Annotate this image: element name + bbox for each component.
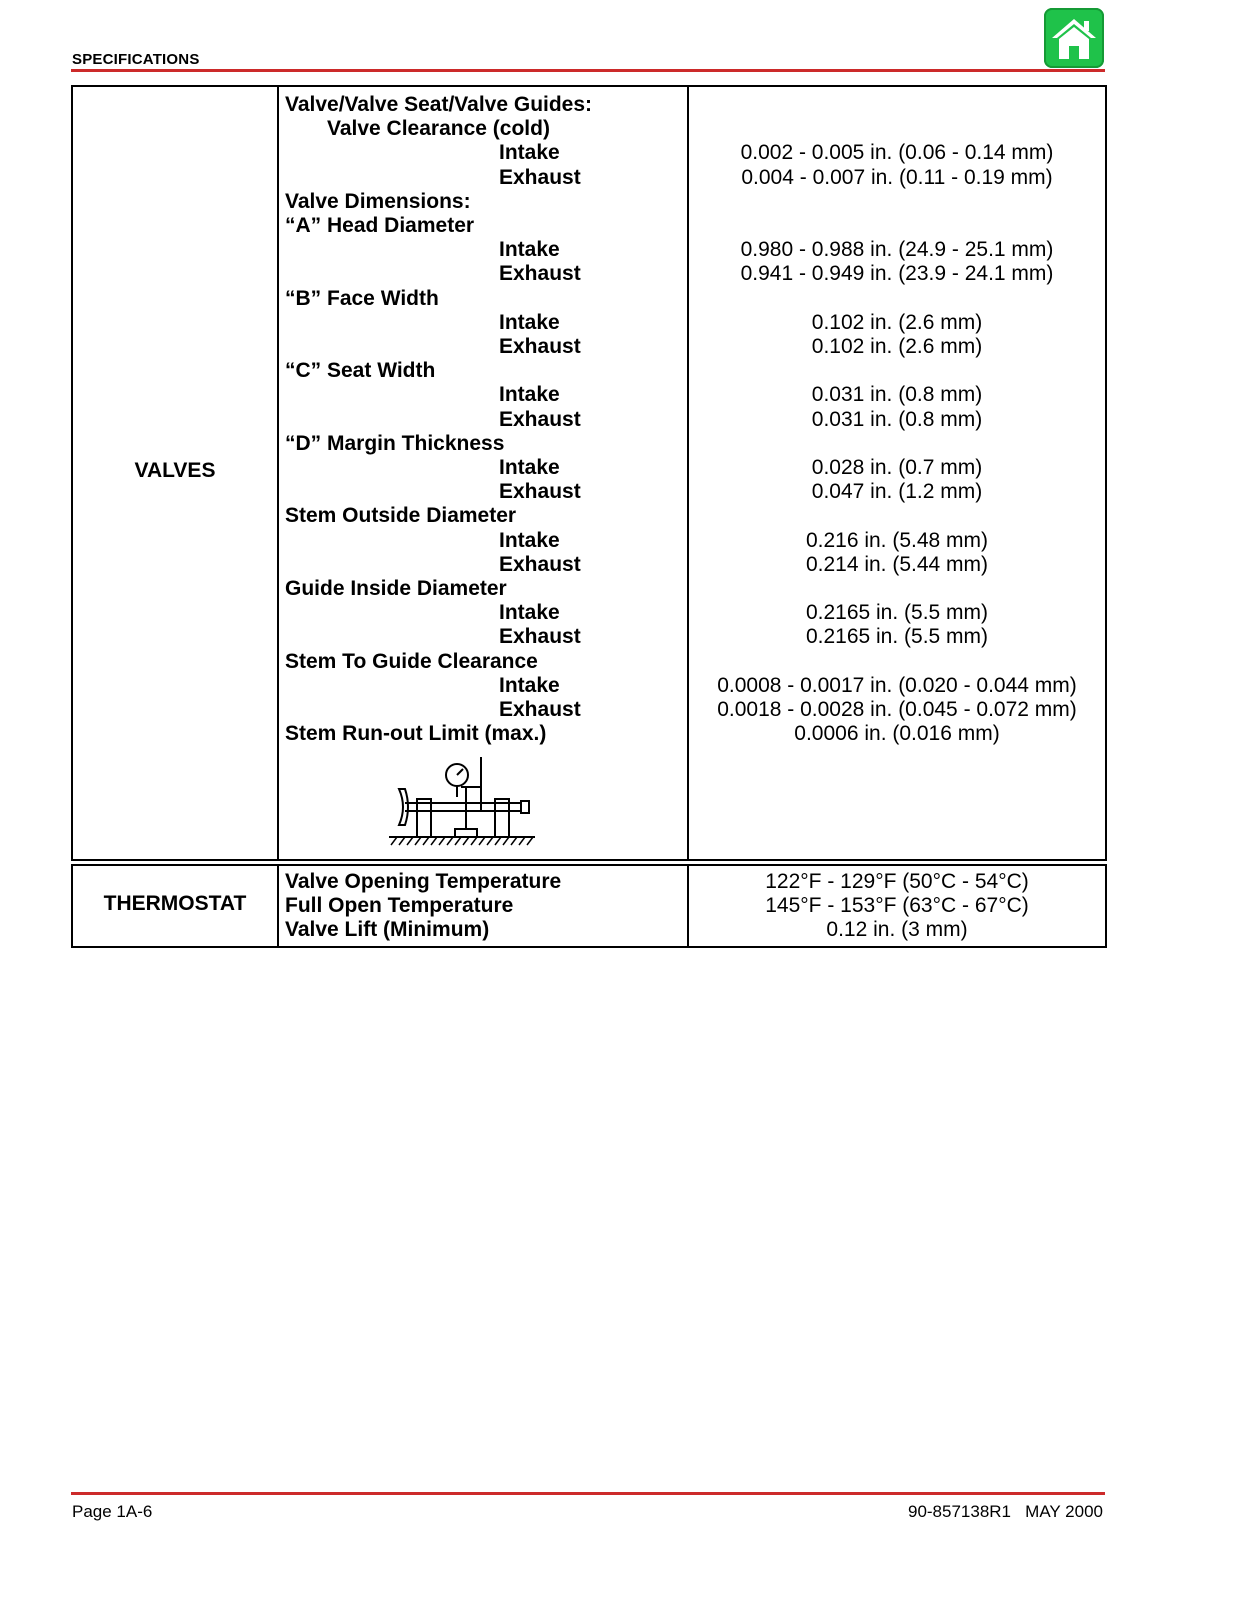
valves-section (71, 85, 1107, 861)
spec-row (73, 383, 1105, 407)
spec-label: Intake (499, 528, 560, 552)
spec-row (73, 480, 1105, 504)
spec-row (73, 650, 1105, 674)
header-rule (71, 69, 1105, 72)
spec-row (73, 359, 1105, 383)
spec-label: Exhaust (499, 625, 581, 649)
spec-label: Exhaust (499, 165, 581, 189)
spec-value: 0.031 in. (0.8 mm) (811, 407, 983, 431)
spec-label: Intake (499, 601, 560, 625)
spec-value: 0.12 in. (3 mm) (826, 918, 968, 942)
spec-value: 0.2165 in. (5.5 mm) (805, 601, 989, 625)
spec-row (73, 553, 1105, 577)
spec-label: “D” Margin Thickness (285, 431, 505, 455)
category-valves: VALVES (134, 459, 216, 482)
spec-value: 0.002 - 0.005 in. (0.06 - 0.14 mm) (740, 141, 1054, 165)
spec-value: 0.0008 - 0.0017 in. (0.020 - 0.044 mm) (717, 673, 1077, 697)
spec-row (73, 93, 1105, 117)
spec-label: Exhaust (499, 552, 581, 576)
spec-row (73, 287, 1105, 311)
page-number: Page 1A-6 (72, 1502, 153, 1521)
spec-label: Exhaust (499, 335, 581, 358)
spec-label: Exhaust (499, 407, 581, 431)
spec-table (71, 85, 1107, 948)
spec-label: Guide Inside Diameter (285, 577, 507, 600)
spec-row (73, 918, 1105, 942)
spec-label: Valve Dimensions: (285, 189, 471, 213)
spec-value: 0.031 in. (0.8 mm) (811, 383, 983, 407)
footer-rule (71, 1492, 1105, 1495)
spec-row (73, 529, 1105, 553)
spec-row (73, 698, 1105, 722)
spec-label: Intake (499, 456, 560, 479)
spec-row (73, 456, 1105, 480)
spec-label: Exhaust (499, 698, 581, 721)
home-icon (1044, 8, 1104, 68)
runout-gauge-illustration (385, 751, 605, 861)
spec-label: Intake (499, 238, 560, 262)
spec-row (73, 214, 1105, 238)
thermostat-section (71, 864, 1107, 948)
spec-label: Stem To Guide Clearance (285, 649, 538, 673)
spec-label: Intake (499, 310, 560, 334)
spec-label: “B” Face Width (285, 286, 439, 310)
spec-label: Full Open Temperature (285, 894, 514, 918)
spec-row (73, 335, 1105, 359)
spec-row (73, 504, 1105, 528)
spec-label: Valve/Valve Seat/Valve Guides: (285, 93, 593, 116)
spec-label: Valve Lift (Minimum) (285, 918, 490, 942)
spec-value: 0.216 in. (5.48 mm) (805, 528, 989, 552)
spec-value: 0.214 in. (5.44 mm) (805, 552, 989, 576)
category-thermostat: THERMOSTAT (103, 892, 247, 915)
spec-label: Exhaust (499, 262, 581, 286)
spec-row (73, 894, 1105, 918)
document-number: 90-857138R1 MAY 2000 (907, 1502, 1103, 1521)
spec-label: Valve Clearance (cold) (327, 117, 550, 141)
page-header-title: SPECIFICATIONS (72, 51, 200, 68)
spec-row (73, 432, 1105, 456)
spec-label: Intake (499, 141, 560, 165)
spec-row (73, 238, 1105, 262)
spec-value: 0.102 in. (2.6 mm) (811, 310, 983, 334)
spec-label: Exhaust (499, 480, 581, 504)
spec-value: 0.0018 - 0.0028 in. (0.045 - 0.072 mm) (717, 698, 1077, 721)
spec-row (73, 601, 1105, 625)
spec-value: 0.0006 in. (0.016 mm) (794, 722, 1000, 746)
spec-row (73, 311, 1105, 335)
spec-row (73, 674, 1105, 698)
spec-label: Stem Run-out Limit (max.) (285, 722, 547, 746)
spec-row (73, 141, 1105, 165)
spec-value: 0.2165 in. (5.5 mm) (805, 625, 989, 649)
spec-value: 145°F - 153°F (63°C - 67°C) (765, 894, 1029, 918)
spec-row (73, 870, 1105, 894)
spec-row (73, 262, 1105, 286)
spec-row (73, 577, 1105, 601)
spec-label: “C” Seat Width (285, 359, 436, 383)
spec-label: Intake (499, 383, 560, 407)
spec-row (73, 117, 1105, 141)
spec-row (73, 190, 1105, 214)
spec-row (73, 722, 1105, 746)
spec-value: 0.028 in. (0.7 mm) (811, 456, 983, 479)
spec-row (73, 166, 1105, 190)
spec-label: “A” Head Diameter (285, 214, 475, 237)
spec-value: 122°F - 129°F (50°C - 54°C) (765, 870, 1029, 893)
spec-label: Valve Opening Temperature (285, 870, 562, 893)
spec-value: 0.941 - 0.949 in. (23.9 - 24.1 mm) (740, 262, 1054, 286)
spec-value: 0.004 - 0.007 in. (0.11 - 0.19 mm) (741, 165, 1053, 189)
spec-row (73, 408, 1105, 432)
spec-value: 0.047 in. (1.2 mm) (811, 480, 983, 504)
spec-value: 0.980 - 0.988 in. (24.9 - 25.1 mm) (740, 238, 1054, 262)
spec-label: Stem Outside Diameter (285, 504, 517, 528)
spec-row (73, 625, 1105, 649)
spec-label: Intake (499, 673, 560, 697)
home-button[interactable] (1044, 8, 1104, 68)
spec-value: 0.102 in. (2.6 mm) (811, 335, 983, 358)
